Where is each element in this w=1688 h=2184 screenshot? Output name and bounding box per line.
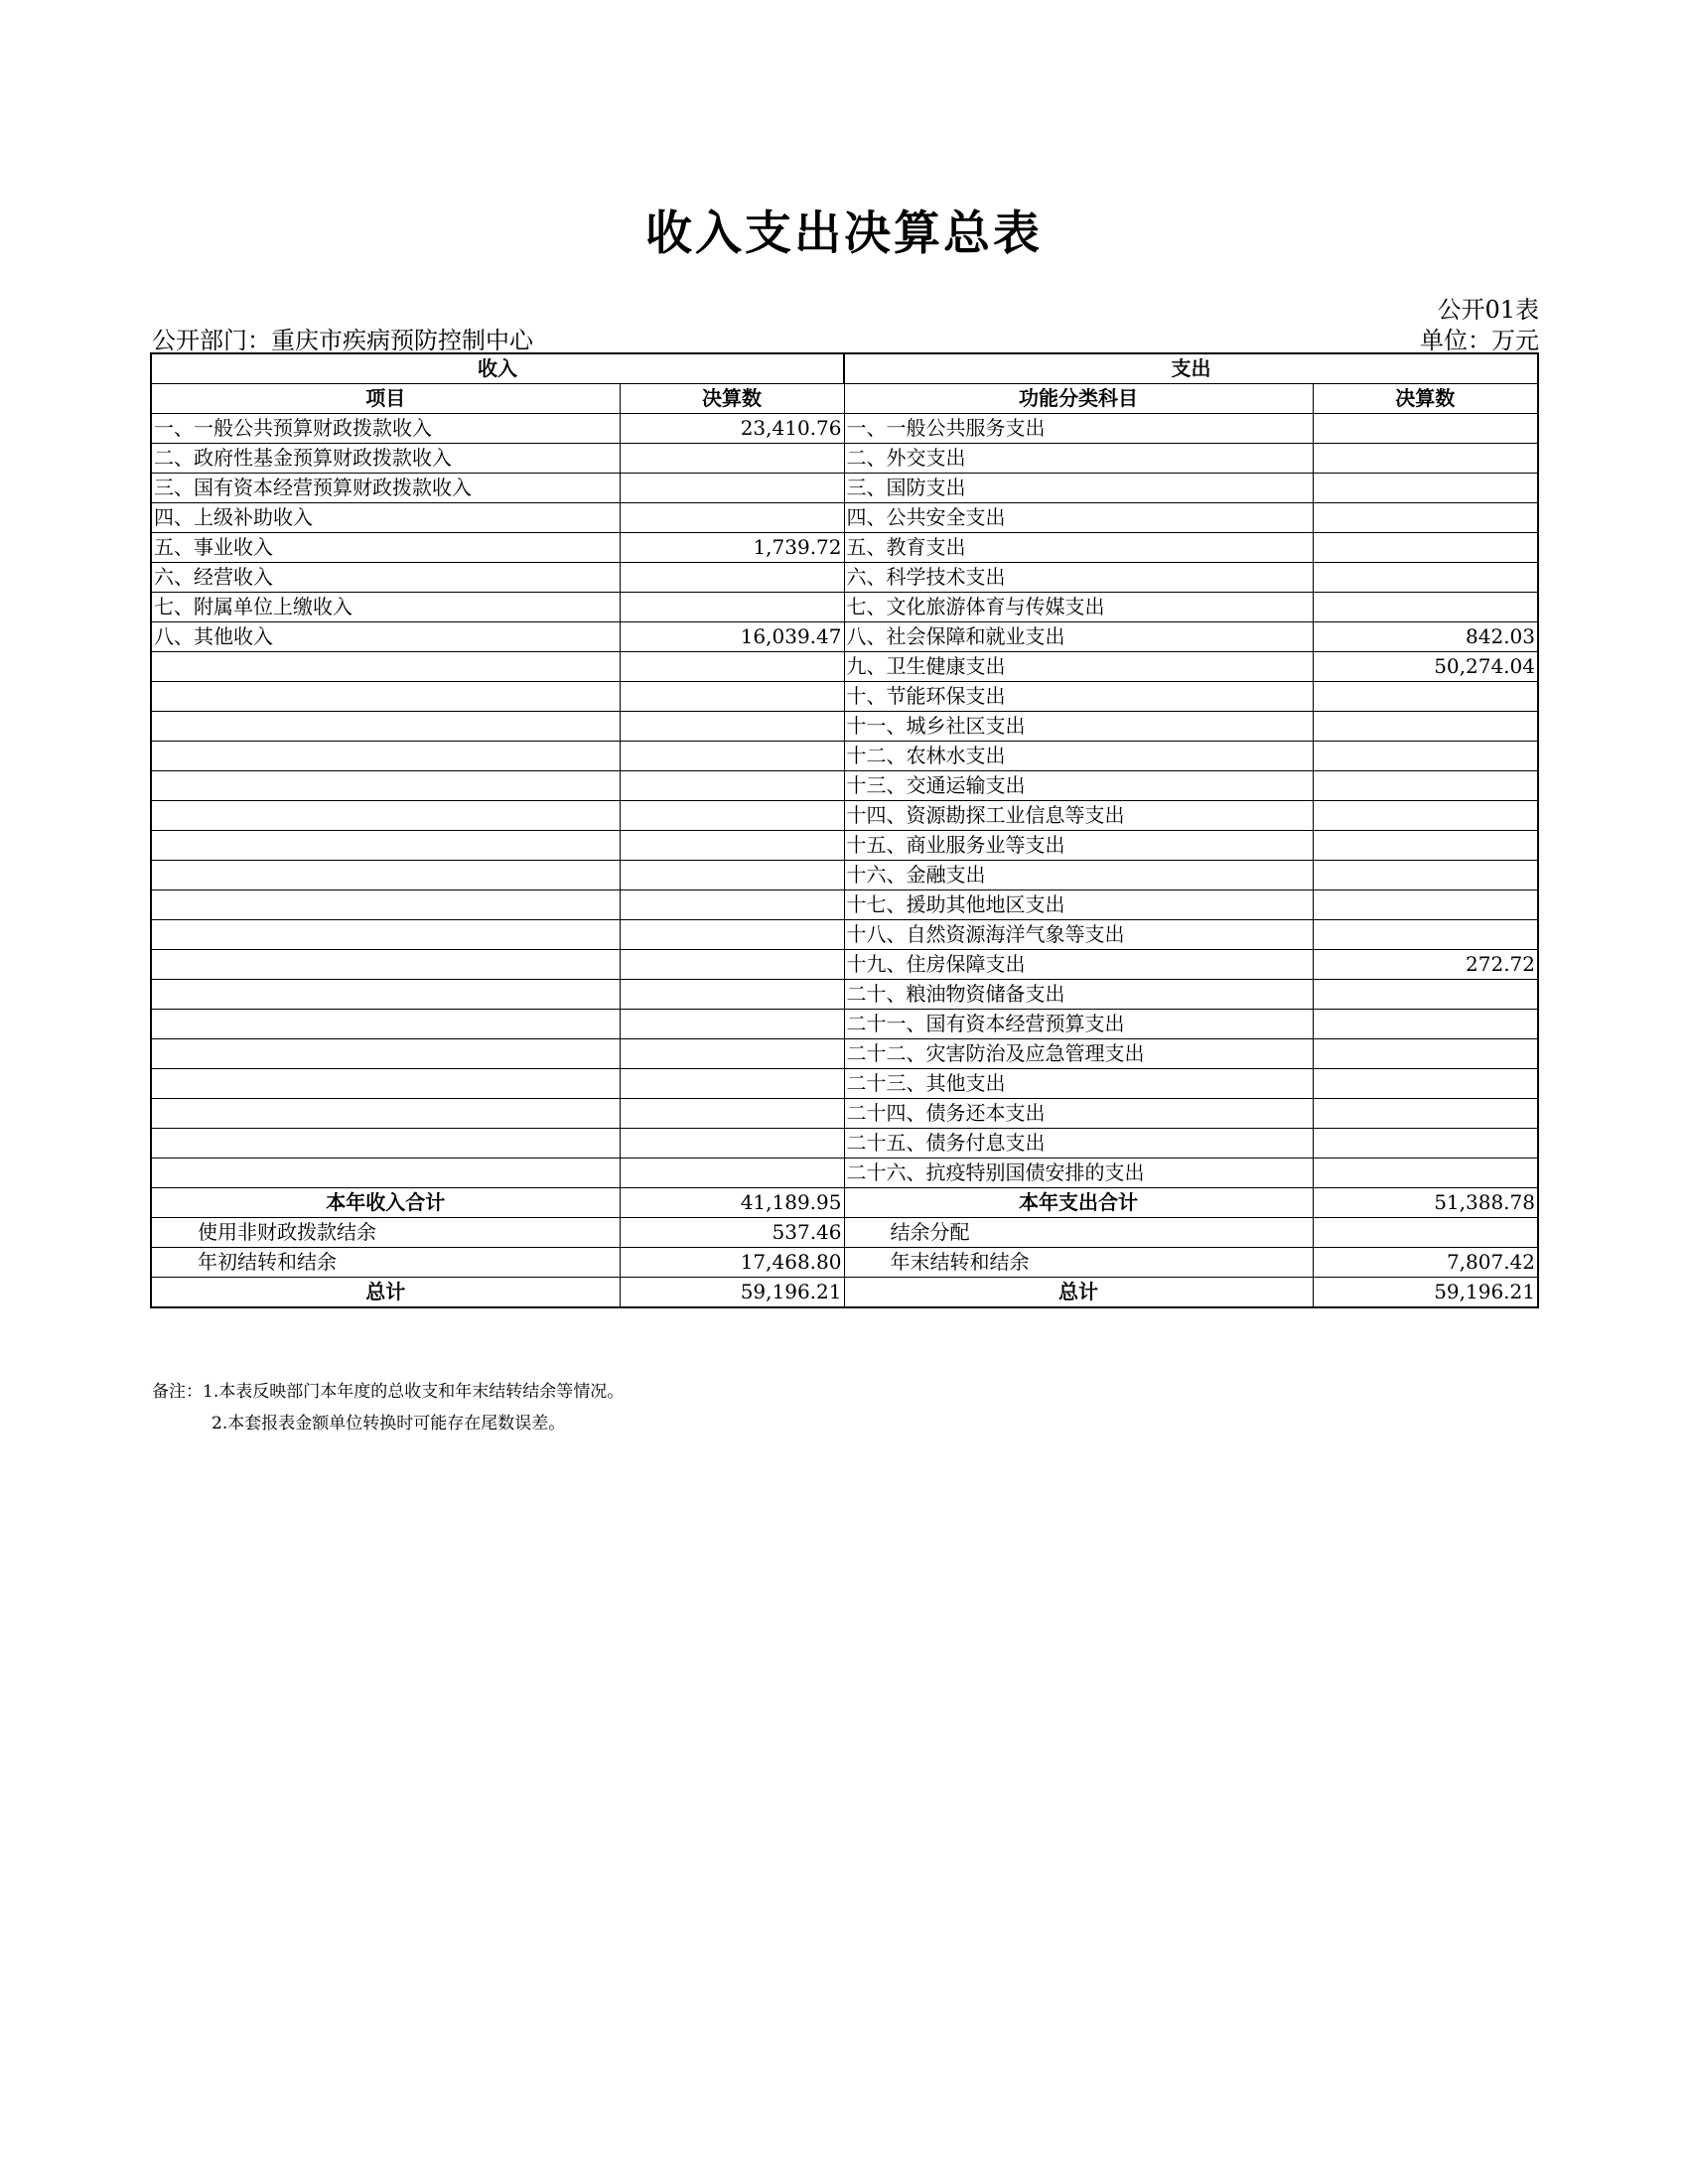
income-item-cell <box>151 890 620 920</box>
grand-total-row <box>151 1278 1538 1308</box>
beginning-balance-label: 年初结转和结余 <box>151 1248 620 1278</box>
expense-amount-cell <box>1313 801 1538 831</box>
income-item-cell: 六、经营收入 <box>151 563 620 593</box>
expense-item-cell: 九、卫生健康支出 <box>844 652 1313 682</box>
income-amount-cell <box>620 474 844 503</box>
income-amount-cell <box>620 563 844 593</box>
nonfiscal-label: 使用非财政拨款结余 <box>151 1218 620 1248</box>
expense-item-cell: 十九、住房保障支出 <box>844 950 1313 980</box>
income-item-cell <box>151 1039 620 1069</box>
expense-amount-cell <box>1313 831 1538 861</box>
expense-amount-cell <box>1313 503 1538 533</box>
income-total-value: 41,189.95 <box>620 1188 844 1218</box>
expense-amount-cell <box>1313 742 1538 771</box>
expense-item-cell: 二十二、灾害防治及应急管理支出 <box>844 1039 1313 1069</box>
income-amount-cell <box>620 742 844 771</box>
budget-table-body <box>151 353 1538 1307</box>
income-item-cell <box>151 920 620 950</box>
income-item-cell: 三、国有资本经营预算财政拨款收入 <box>151 474 620 503</box>
income-item-cell <box>151 1069 620 1099</box>
table-row <box>151 474 1538 503</box>
income-item-cell <box>151 831 620 861</box>
expense-item-cell: 十三、交通运输支出 <box>844 771 1313 801</box>
expense-amount-cell <box>1313 682 1538 712</box>
income-item-cell <box>151 1159 620 1188</box>
expense-amount-cell <box>1313 1010 1538 1039</box>
distribution-label: 结余分配 <box>844 1218 1313 1248</box>
expense-item-cell: 五、教育支出 <box>844 533 1313 563</box>
income-amount-cell <box>620 1039 844 1069</box>
expense-amount-cell: 272.72 <box>1313 950 1538 980</box>
expense-amount-cell <box>1313 980 1538 1010</box>
expense-amount-cell <box>1313 1159 1538 1188</box>
expense-item-cell: 二十六、抗疫特别国债安排的支出 <box>844 1159 1313 1188</box>
expense-amount-cell <box>1313 563 1538 593</box>
expense-item-cell: 十、节能环保支出 <box>844 682 1313 712</box>
table-row <box>151 533 1538 563</box>
income-amount-cell <box>620 831 844 861</box>
table-row <box>151 1010 1538 1039</box>
income-total-row <box>151 1188 1538 1218</box>
expense-item-cell: 二十四、债务还本支出 <box>844 1099 1313 1129</box>
expense-amount-cell <box>1313 771 1538 801</box>
expense-amount-cell: 842.03 <box>1313 622 1538 652</box>
group-header-row <box>151 353 1538 384</box>
expense-amount-cell <box>1313 890 1538 920</box>
expense-amount-cell <box>1313 474 1538 503</box>
income-amount-cell <box>620 593 844 622</box>
table-row <box>151 1159 1538 1188</box>
table-row <box>151 890 1538 920</box>
expense-item-cell: 二、外交支出 <box>844 444 1313 474</box>
income-item-cell <box>151 1129 620 1159</box>
expense-amount-cell <box>1313 1069 1538 1099</box>
notes <box>152 1376 624 1439</box>
income-item-cell <box>151 1099 620 1129</box>
function-column-header: 功能分类科目 <box>844 384 1313 414</box>
table-row <box>151 622 1538 652</box>
income-item-cell <box>151 801 620 831</box>
expense-amount-cell <box>1313 1129 1538 1159</box>
income-amount-cell <box>620 1099 844 1129</box>
income-item-cell <box>151 712 620 742</box>
table-row <box>151 980 1538 1010</box>
expense-item-cell: 四、公共安全支出 <box>844 503 1313 533</box>
expense-item-cell: 二十、粮油物资储备支出 <box>844 980 1313 1010</box>
grand-total-value-left: 59,196.21 <box>620 1278 844 1308</box>
income-item-cell <box>151 682 620 712</box>
table-row <box>151 950 1538 980</box>
income-amount-cell: 1,739.72 <box>620 533 844 563</box>
beginning-balance-value: 17,468.80 <box>620 1248 844 1278</box>
expense-amount-cell <box>1313 593 1538 622</box>
income-item-cell <box>151 742 620 771</box>
expense-amount-cell: 50,274.04 <box>1313 652 1538 682</box>
expense-item-cell: 十二、农林水支出 <box>844 742 1313 771</box>
income-amount-cell <box>620 1129 844 1159</box>
form-number: 公开01表 <box>1437 296 1539 324</box>
income-item-cell <box>151 861 620 890</box>
expense-item-cell: 七、文化旅游体育与传媒支出 <box>844 593 1313 622</box>
expense-group-header: 支出 <box>844 353 1538 384</box>
expense-amount-cell <box>1313 861 1538 890</box>
income-item-cell: 二、政府性基金预算财政拨款收入 <box>151 444 620 474</box>
grand-total-label-left: 总计 <box>151 1278 620 1308</box>
table-row <box>151 593 1538 622</box>
budget-table <box>150 352 1539 1308</box>
table-row <box>151 652 1538 682</box>
expense-item-cell: 六、科学技术支出 <box>844 563 1313 593</box>
table-row <box>151 1099 1538 1129</box>
expense-item-cell: 一、一般公共服务支出 <box>844 414 1313 444</box>
table-row <box>151 1039 1538 1069</box>
expense-item-cell: 二十一、国有资本经营预算支出 <box>844 1010 1313 1039</box>
income-item-cell: 七、附属单位上缴收入 <box>151 593 620 622</box>
note-line-2: 2.本套报表金额单位转换时可能存在尾数误差。 <box>211 1414 566 1433</box>
income-amount-cell <box>620 1069 844 1099</box>
ending-balance-value: 7,807.42 <box>1313 1248 1538 1278</box>
table-row <box>151 444 1538 474</box>
expense-total-value: 51,388.78 <box>1313 1188 1538 1218</box>
expense-item-cell: 十一、城乡社区支出 <box>844 712 1313 742</box>
expense-amount-column-header: 决算数 <box>1313 384 1538 414</box>
table-row <box>151 682 1538 712</box>
income-amount-cell <box>620 920 844 950</box>
table-row <box>151 503 1538 533</box>
grand-total-value-right: 59,196.21 <box>1313 1278 1538 1308</box>
income-item-cell <box>151 1010 620 1039</box>
income-item-cell: 一、一般公共预算财政拨款收入 <box>151 414 620 444</box>
income-amount-cell <box>620 890 844 920</box>
department-label: 公开部门：重庆市疾病预防控制中心 <box>152 327 533 354</box>
income-amount-cell <box>620 1159 844 1188</box>
income-item-cell: 五、事业收入 <box>151 533 620 563</box>
expense-amount-cell <box>1313 414 1538 444</box>
expense-item-cell: 十八、自然资源海洋气象等支出 <box>844 920 1313 950</box>
unit-label: 单位：万元 <box>1420 327 1539 354</box>
income-amount-cell <box>620 771 844 801</box>
income-amount-cell <box>620 980 844 1010</box>
income-item-cell <box>151 980 620 1010</box>
table-row <box>151 414 1538 444</box>
table-row <box>151 712 1538 742</box>
income-amount-cell <box>620 682 844 712</box>
grand-total-label-right: 总计 <box>844 1278 1313 1308</box>
table-row <box>151 771 1538 801</box>
table-row <box>151 742 1538 771</box>
expense-item-cell: 十四、资源勘探工业信息等支出 <box>844 801 1313 831</box>
income-amount-cell <box>620 1010 844 1039</box>
expense-amount-cell <box>1313 533 1538 563</box>
income-amount-cell <box>620 712 844 742</box>
expense-item-cell: 二十五、债务付息支出 <box>844 1129 1313 1159</box>
expense-amount-cell <box>1313 1099 1538 1129</box>
item-column-header: 项目 <box>151 384 620 414</box>
income-amount-cell <box>620 861 844 890</box>
income-group-header: 收入 <box>151 353 844 384</box>
page-title: 收入支出决算总表 <box>645 206 1043 261</box>
expense-item-cell: 八、社会保障和就业支出 <box>844 622 1313 652</box>
expense-amount-cell <box>1313 1039 1538 1069</box>
income-amount-cell <box>620 801 844 831</box>
expense-item-cell: 十七、援助其他地区支出 <box>844 890 1313 920</box>
expense-item-cell: 三、国防支出 <box>844 474 1313 503</box>
distribution-value <box>1313 1218 1538 1248</box>
income-amount-cell <box>620 652 844 682</box>
income-item-cell <box>151 950 620 980</box>
table-row <box>151 861 1538 890</box>
income-item-cell <box>151 771 620 801</box>
note-line-1: 备注：1.本表反映部门本年度的总收支和年末结转结余等情况。 <box>152 1382 625 1402</box>
nonfiscal-row <box>151 1218 1538 1248</box>
carryover-row <box>151 1248 1538 1278</box>
expense-item-cell: 十五、商业服务业等支出 <box>844 831 1313 861</box>
income-item-cell: 四、上级补助收入 <box>151 503 620 533</box>
income-amount-column-header: 决算数 <box>620 384 844 414</box>
income-amount-cell <box>620 503 844 533</box>
income-amount-cell: 16,039.47 <box>620 622 844 652</box>
expense-amount-cell <box>1313 712 1538 742</box>
income-amount-cell: 23,410.76 <box>620 414 844 444</box>
expense-item-cell: 十六、金融支出 <box>844 861 1313 890</box>
income-item-cell: 八、其他收入 <box>151 622 620 652</box>
table-row <box>151 920 1538 950</box>
expense-item-cell: 二十三、其他支出 <box>844 1069 1313 1099</box>
nonfiscal-value: 537.46 <box>620 1218 844 1248</box>
table-row <box>151 1129 1538 1159</box>
column-header-row <box>151 384 1538 414</box>
table-row <box>151 801 1538 831</box>
income-item-cell <box>151 652 620 682</box>
income-amount-cell <box>620 444 844 474</box>
expense-total-label: 本年支出合计 <box>844 1188 1313 1218</box>
expense-amount-cell <box>1313 444 1538 474</box>
table-row <box>151 831 1538 861</box>
table-row <box>151 563 1538 593</box>
income-total-label: 本年收入合计 <box>151 1188 620 1218</box>
ending-balance-label: 年末结转和结余 <box>844 1248 1313 1278</box>
expense-amount-cell <box>1313 920 1538 950</box>
table-row <box>151 1069 1538 1099</box>
income-amount-cell <box>620 950 844 980</box>
